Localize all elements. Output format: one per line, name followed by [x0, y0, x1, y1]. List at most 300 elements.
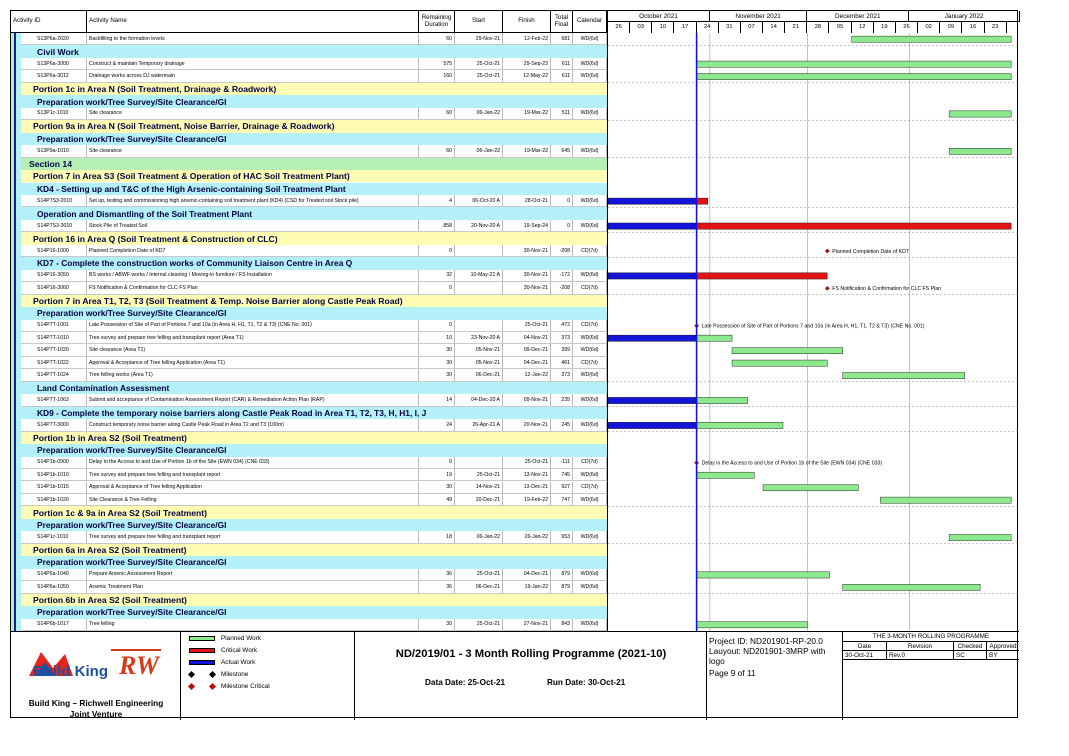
cell-float: 0	[551, 195, 573, 206]
critical-bar	[697, 223, 1012, 229]
col-header-id[interactable]: Activity ID	[11, 11, 87, 33]
cell-name: Construct temporary noise barrier along Castle Peak Road in Area T2 and T3 (100m)	[87, 419, 419, 430]
cell-start: 25-Oct-21	[455, 58, 503, 69]
cell-start	[455, 457, 503, 468]
cell-float: 745	[551, 469, 573, 480]
cell-start: 26-Apr-21 A	[455, 419, 503, 430]
cell-float: 681	[551, 33, 573, 44]
cell-id: S14P7T-1022	[11, 357, 87, 368]
cell-float: 611	[551, 70, 573, 81]
milestone-label: FS Notification & Confirmation for CLC FS Plan	[832, 286, 941, 293]
table-row[interactable]	[11, 494, 607, 506]
page-number: Page 9 of 11	[709, 668, 756, 678]
gantt-chart	[608, 33, 1019, 631]
cell-duration: 0	[419, 282, 455, 293]
cell-float: 0	[551, 220, 573, 231]
week-label: 16	[962, 22, 984, 33]
cell-duration: 60	[419, 145, 455, 156]
civil-heading[interactable]: Civil Work	[11, 45, 607, 57]
col-header-duration[interactable]: Remaining Duration	[419, 11, 455, 33]
cell-start: 23-Nov-20 A	[455, 332, 503, 343]
cell-name: Site clearance	[87, 145, 419, 156]
footer	[11, 631, 1019, 719]
table-row[interactable]	[11, 344, 607, 356]
sub-heading[interactable]: Operation and Dismantling of the Soil Treatment Plant	[11, 207, 607, 219]
cell-start: 05-Nov-21	[455, 357, 503, 368]
cell-calendar: WD(6d)	[573, 195, 607, 206]
cell-duration: 19	[419, 469, 455, 480]
cell-name: Tree survey and prepare tree felling and transplant report	[87, 531, 419, 542]
rolling-date-value: 30-Oct-21	[843, 650, 887, 660]
table-row[interactable]	[11, 394, 607, 406]
cell-name: Construct & maintain Temporary drainage	[87, 58, 419, 69]
cell-name: Site Clearance & Tree Felling	[87, 494, 419, 505]
table-row[interactable]	[11, 457, 607, 469]
table-row[interactable]	[11, 357, 607, 369]
cell-duration: 36	[419, 569, 455, 580]
cell-finish: 20-Nov-21	[503, 419, 551, 430]
cell-float: 611	[551, 58, 573, 69]
week-label: 17	[674, 22, 696, 33]
sub-heading[interactable]: Preparation work/Tree Survey/Site Clearance/GI	[11, 95, 607, 107]
cell-start: 06-Dec-21	[455, 581, 503, 592]
cell-finish: 04-Dec-21	[503, 569, 551, 580]
portion-heading[interactable]: Portion 7 in Area T1, T2, T3 (Soil Treatment & Temp. Noise Barrier along Castle Peak Road)	[11, 295, 607, 307]
cell-float: 927	[551, 482, 573, 493]
cell-id: S13P6a-2020	[11, 33, 87, 44]
cell-calendar: WD(6d)	[573, 108, 607, 119]
cell-id: S13P6a-3012	[11, 70, 87, 81]
cell-duration: 160	[419, 70, 455, 81]
week-label: 26	[608, 22, 630, 33]
planned-bar	[843, 584, 980, 590]
cell-id: S14P16-3050	[11, 270, 87, 281]
critical-bar	[697, 273, 828, 279]
week-label: 12	[852, 22, 874, 33]
sub-heading[interactable]: KD4 - Setting up and T&C of the High Arsenic-containing Soil Treatment Plant	[11, 183, 607, 195]
cell-float: 645	[551, 145, 573, 156]
legend-critical	[189, 647, 257, 654]
col-header-name[interactable]: Activity Name	[87, 11, 419, 33]
cell-calendar: CD(7d)	[573, 282, 607, 293]
table-row[interactable]	[11, 33, 607, 45]
cell-duration: 4	[419, 195, 455, 206]
cell-duration: 60	[419, 108, 455, 119]
cell-calendar: WD(6d)	[573, 344, 607, 355]
cell-finish: 30-Nov-21	[503, 282, 551, 293]
cell-name: Late Possession of Site of Part of Portions 7 and 10a (in Area H, H1, T1, T2 & T3) (CNE No. 001)	[87, 320, 419, 331]
logo-rw-text: RW	[119, 651, 159, 680]
portion-heading[interactable]: Portion 9a in Area N (Soil Treatment, Noise Barrier, Drainage & Roadwork)	[11, 120, 607, 132]
cell-finish: 19-Sep-24	[503, 220, 551, 231]
cell-finish: 09-Nov-21	[503, 394, 551, 405]
cell-id: S14P1b-1010	[11, 469, 87, 480]
col-header-finish[interactable]: Finish	[503, 11, 551, 33]
actual-bar	[608, 273, 697, 279]
cell-id: S14P7T-1024	[11, 369, 87, 380]
cell-name: FS Notification & Confirmation for CLC FS Plan	[87, 282, 419, 293]
week-label: 14	[763, 22, 785, 33]
cell-calendar: WD(6d)	[573, 419, 607, 430]
cell-float: 373	[551, 369, 573, 380]
cell-start: 25-Oct-21	[455, 619, 503, 630]
cell-finish: 13-Dec-21	[503, 482, 551, 493]
legend-milestone	[189, 671, 248, 678]
table-row[interactable]	[11, 245, 607, 257]
planned-bar	[852, 36, 1011, 42]
cell-duration: 0	[419, 245, 455, 256]
planned-bar	[880, 497, 1011, 503]
cell-finish: 29-Sep-23	[503, 58, 551, 69]
legend-actual	[189, 659, 255, 666]
rolling-col-approved: Approved	[986, 641, 1019, 651]
cell-float: 511	[551, 108, 573, 119]
programme-title: ND/2019/01 - 3 Month Rolling Programme (2021-10)	[395, 648, 667, 660]
cell-float: 653	[551, 531, 573, 542]
cell-name: Drainage works across DJ watermain	[87, 70, 419, 81]
col-header-calendar[interactable]: Calendar	[573, 11, 607, 33]
timeline-header	[607, 11, 1019, 33]
cell-name: Delay in the Access to and Use of Portion 1b of the Site (EWN 034) (CNE 033)	[87, 457, 419, 468]
week-label: 21	[785, 22, 807, 33]
legend-planned-label: Planned Work	[221, 635, 262, 642]
company-name-line2: Joint Venture	[69, 709, 123, 719]
legend-milestone-critical-label: Milestone Critical	[221, 683, 270, 690]
legend-planned-swatch	[189, 636, 215, 641]
cell-name: Planned Completion Date of KD7	[87, 245, 419, 256]
cell-float: 461	[551, 357, 573, 368]
cell-float: -208	[551, 245, 573, 256]
sub-heading[interactable]: Preparation work/Tree Survey/Site Clearance/GI	[11, 444, 607, 456]
cell-duration: 18	[419, 531, 455, 542]
cell-start: 06-Jan-22	[455, 531, 503, 542]
cell-start: 04-Dec-20 A	[455, 394, 503, 405]
cell-calendar: CD(7d)	[573, 320, 607, 331]
sub-heading[interactable]: Preparation work/Tree Survey/Site Clearance/GI	[11, 519, 607, 531]
cell-name: Tree survey and prepare tree felling and transplant report	[87, 469, 419, 480]
table-row[interactable]	[11, 369, 607, 381]
cell-calendar: WD(6d)	[573, 145, 607, 156]
milestone-diamond-icon	[209, 671, 216, 678]
cell-float: 245	[551, 419, 573, 430]
planned-bar	[697, 335, 732, 341]
project-info-block	[707, 632, 843, 720]
month-label: November 2021	[710, 11, 807, 22]
cell-finish: 04-Dec-21	[503, 357, 551, 368]
month-label: October 2021	[608, 11, 710, 22]
sub-heading[interactable]: KD7 - Complete the construction works of Community Liaison Centre in Area Q	[11, 257, 607, 269]
cell-duration: 32	[419, 270, 455, 281]
cell-duration: 36	[419, 581, 455, 592]
cell-start	[455, 282, 503, 293]
cell-float: 747	[551, 494, 573, 505]
rolling-checked-value: SC	[953, 650, 987, 660]
cell-duration: 49	[419, 494, 455, 505]
cell-float: -172	[551, 270, 573, 281]
cell-finish: 19-Jan-22	[503, 581, 551, 592]
cell-id: S14P6a-1050	[11, 581, 87, 592]
cell-name: Tree felling	[87, 619, 419, 630]
month-label: January 2022	[909, 11, 1020, 22]
planned-bar	[949, 148, 1011, 154]
cell-finish: 13-Nov-21	[503, 469, 551, 480]
rolling-table-header: THE 3-MONTH ROLLING PROGRAMME	[843, 632, 1019, 642]
planned-bar	[697, 622, 808, 628]
cell-start: 06-Jan-22	[455, 108, 503, 119]
portion-heading[interactable]: Portion 1c & 9a in Area S2 (Soil Treatment)	[11, 506, 607, 518]
table-row[interactable]	[11, 108, 607, 120]
cell-id: S14P1b-1015	[11, 482, 87, 493]
layout-name: Lauyout: ND201901-3MRP with logo	[709, 646, 826, 666]
sub-heading[interactable]: Land Contamination Assessment	[11, 382, 607, 394]
milestone-critical-diamond-icon	[188, 683, 195, 690]
cell-calendar: CD(7d)	[573, 457, 607, 468]
cell-start: 14-Nov-21	[455, 482, 503, 493]
cell-name: BS works / ABWF works / Internal cleaning / Moving-in furniture / FS Installation	[87, 270, 419, 281]
planned-bar	[697, 397, 748, 403]
planned-bar	[949, 111, 1011, 117]
cell-id: S14P7T-1063	[11, 394, 87, 405]
rolling-revision-value: Rev.0	[886, 650, 954, 660]
week-label: 09	[940, 22, 962, 33]
cell-start: 06-Dec-21	[455, 369, 503, 380]
legend-actual-label: Actual Work	[221, 659, 256, 666]
table-row[interactable]	[11, 70, 607, 82]
cell-calendar: WD(6d)	[573, 58, 607, 69]
cell-duration: 0	[419, 457, 455, 468]
week-label: 07	[741, 22, 763, 33]
cell-calendar: WD(6d)	[573, 220, 607, 231]
table-row[interactable]	[11, 220, 607, 232]
cell-start: 25-Oct-21	[455, 469, 503, 480]
cell-float: -208	[551, 282, 573, 293]
cell-calendar: WD(6d)	[573, 619, 607, 630]
week-label: 26	[896, 22, 918, 33]
cell-name: Approval & Acceptance of Tree felling Application (Area T1)	[87, 357, 419, 368]
sub-heading[interactable]: Preparation work/Tree Survey/Site Clearance/GI	[11, 133, 607, 145]
cell-calendar: WD(6d)	[573, 569, 607, 580]
cell-name: Tree felling works (Area T1)	[87, 369, 419, 380]
rolling-col-revision: Revision	[886, 641, 954, 651]
col-header-start[interactable]: Start	[455, 11, 503, 33]
cell-id: S13P9a-1010	[11, 145, 87, 156]
cell-start: 20-Nov-20 A	[455, 220, 503, 231]
table-row[interactable]	[11, 469, 607, 481]
cell-calendar: CD(7d)	[573, 482, 607, 493]
milestone-critical-diamond-icon	[209, 683, 216, 690]
table-row[interactable]	[11, 581, 607, 593]
cell-calendar: WD(6d)	[573, 394, 607, 405]
planned-bar	[697, 572, 830, 578]
sub-heading[interactable]: Preparation work/Tree Survey/Site Clearance/GI	[11, 307, 607, 319]
cell-float: 879	[551, 569, 573, 580]
cell-duration: 14	[419, 394, 455, 405]
programme-sheet	[10, 10, 1018, 718]
cell-start: 06-Oct-20 A	[455, 195, 503, 206]
cell-start: 25-Oct-21	[455, 569, 503, 580]
cell-finish: 12-Jan-22	[503, 369, 551, 380]
cell-finish: 27-Nov-21	[503, 619, 551, 630]
sub-heading[interactable]: KD9 - Complete the temporary noise barriers along Castle Peak Road in Area T1, T2, T3, H, H1, I, J	[11, 407, 607, 419]
logo-buildking-text: Build King	[33, 663, 108, 680]
cell-start: 20-Dec-21	[455, 494, 503, 505]
portion-heading[interactable]: Portion 1b in Area S2 (Soil Treatment)	[11, 432, 607, 444]
cell-id: S14P7T-3000	[11, 419, 87, 430]
cell-id: S14P1b-0900	[11, 457, 87, 468]
table-row[interactable]	[11, 58, 607, 70]
table-row[interactable]	[11, 195, 607, 207]
milestone-label: Late Possession of Site of Part of Portions 7 and 10a (in Area H, H1, T1, T2 & T3) (CNE No. 001)	[701, 323, 925, 330]
planned-bar	[697, 73, 1012, 79]
cell-calendar: WD(6d)	[573, 531, 607, 542]
month-label: December 2021	[807, 11, 909, 22]
col-header-float[interactable]: Total Float	[551, 11, 573, 33]
table-row[interactable]	[11, 320, 607, 332]
actual-bar	[608, 397, 697, 403]
cell-start	[455, 245, 503, 256]
legend-planned	[189, 635, 261, 642]
cell-finish: 12-Feb-22	[503, 33, 551, 44]
milestone-diamond-icon	[188, 671, 195, 678]
cell-id: S13P6a-3000	[11, 58, 87, 69]
cell-finish: 26-Jan-22	[503, 531, 551, 542]
cell-duration: 30	[419, 369, 455, 380]
hierarchy-strip	[11, 33, 21, 631]
portion-heading[interactable]: Portion 7 in Area S3 (Soil Treatment & Operation of HAC Soil Treatment Plant)	[11, 170, 607, 182]
cell-float: 235	[551, 394, 573, 405]
cell-finish: 25-Oct-21	[503, 320, 551, 331]
cell-duration: 30	[419, 344, 455, 355]
cell-calendar: WD(6d)	[573, 70, 607, 81]
cell-start	[455, 320, 503, 331]
cell-duration: 30	[419, 357, 455, 368]
week-label: 23	[985, 22, 1007, 33]
rolling-approved-value: BY	[986, 650, 1019, 660]
cell-finish: 12-May-22	[503, 70, 551, 81]
cell-name: Site clearance	[87, 108, 419, 119]
cell-calendar: WD(6d)	[573, 33, 607, 44]
cell-calendar: WD(6d)	[573, 369, 607, 380]
section-heading[interactable]: Section 14	[11, 158, 607, 170]
cell-start: 05-Nov-21	[455, 344, 503, 355]
table-row[interactable]	[11, 619, 607, 631]
legend-actual-swatch	[189, 660, 215, 665]
cell-float: -111	[551, 457, 573, 468]
cell-id: S14P16-3060	[11, 282, 87, 293]
cell-id: S14P7T-1010	[11, 332, 87, 343]
legend-milestone-label: Milestone	[221, 671, 249, 678]
week-label: 05	[830, 22, 852, 33]
cell-id: S14P7S3-2010	[11, 195, 87, 206]
milestone-label: Planned Completion Date of KD7	[832, 248, 909, 255]
portion-heading[interactable]: Portion 6a in Area S2 (Soil Treatment)	[11, 544, 607, 556]
cell-calendar: CD(7d)	[573, 357, 607, 368]
cell-name: Approval & Acceptance of Tree felling Application	[87, 482, 419, 493]
company-name-line1: Build King – Richwell Engineering	[28, 698, 164, 708]
cell-finish: 19-Mar-22	[503, 108, 551, 119]
company-logo	[11, 632, 181, 692]
cell-duration: 30	[419, 482, 455, 493]
cell-float: 399	[551, 344, 573, 355]
cell-duration: 858	[419, 220, 455, 231]
cell-calendar: WD(6d)	[573, 270, 607, 281]
company-block	[11, 632, 181, 720]
cell-finish: 25-Oct-21	[503, 457, 551, 468]
cell-name: Stock Pile of Treated Soil	[87, 220, 419, 231]
table-row[interactable]	[11, 282, 607, 294]
actual-bar	[608, 335, 697, 341]
week-label: 02	[918, 22, 940, 33]
rolling-col-checked: Checked	[953, 641, 987, 651]
milestone-label: Delay in the Access to and Use of Portion 1b of the Site (EWN 034) (CNE 033)	[701, 460, 883, 467]
sub-heading[interactable]: Preparation work/Tree Survey/Site Clearance/GI	[11, 556, 607, 568]
legend-block	[181, 632, 355, 720]
cell-start: 25-Oct-21	[455, 70, 503, 81]
project-id: Project ID: ND201901-RP-20.0	[709, 636, 823, 646]
planned-bar	[843, 372, 965, 378]
table-row[interactable]	[11, 569, 607, 581]
cell-name: Site clearance (Area T1)	[87, 344, 419, 355]
actual-bar	[608, 223, 697, 229]
table-row[interactable]	[11, 419, 607, 431]
week-label: 19	[874, 22, 896, 33]
cell-duration: 24	[419, 419, 455, 430]
legend-milestone-critical	[189, 683, 270, 690]
data-date: Data Date: 25-Oct-21	[425, 678, 506, 687]
week-label: 03	[630, 22, 652, 33]
cell-finish: 19-Feb-22	[503, 494, 551, 505]
planned-bar	[949, 534, 1011, 540]
portion-heading[interactable]: Portion 1c in Area N (Soil Treatment, Drainage & Roadwork)	[11, 83, 607, 95]
cell-float: 373	[551, 332, 573, 343]
table-row[interactable]	[11, 482, 607, 494]
actual-bar	[608, 198, 697, 204]
actual-bar	[608, 422, 697, 428]
legend-critical-label: Critical Work	[221, 647, 258, 654]
cell-duration: 30	[419, 619, 455, 630]
legend-critical-swatch	[189, 648, 215, 653]
planned-bar	[697, 61, 1012, 67]
cell-start: 06-Jan-22	[455, 145, 503, 156]
cell-id: S14P7T-1020	[11, 344, 87, 355]
cell-start: 29-Nov-21	[455, 33, 503, 44]
cell-id: S14P16-1000	[11, 245, 87, 256]
cell-id: S14P1c-1010	[11, 531, 87, 542]
milestone-diamond	[825, 286, 830, 291]
table-row[interactable]	[11, 270, 607, 282]
cell-float: 879	[551, 581, 573, 592]
planned-bar	[732, 348, 843, 354]
cell-duration: 10	[419, 332, 455, 343]
planned-bar	[732, 360, 827, 366]
cell-name: Submit and acceptance of Contamination Assessment Report (CAR) & Remediation Action Plan (RAP)	[87, 394, 419, 405]
cell-name: Prepare Arsenic Assessment Report	[87, 569, 419, 580]
sub-heading[interactable]: Preparation work/Tree Survey/Site Clearance/GI	[11, 606, 607, 618]
portion-heading[interactable]: Portion 6b in Area S2 (Soil Treatment)	[11, 594, 607, 606]
table-row[interactable]	[11, 531, 607, 543]
cell-duration: 575	[419, 58, 455, 69]
table-row[interactable]	[11, 145, 607, 157]
table-row[interactable]	[11, 332, 607, 344]
portion-heading[interactable]: Portion 16 in Area Q (Soil Treatment & Construction of CLC)	[11, 232, 607, 244]
cell-float: 843	[551, 619, 573, 630]
rolling-col-date: Date	[843, 641, 887, 651]
gantt-area	[607, 33, 1019, 631]
cell-finish: 30-Nov-21	[503, 245, 551, 256]
planned-bar	[697, 472, 755, 478]
week-label: 28	[807, 22, 829, 33]
cell-start: 10-May-21 A	[455, 270, 503, 281]
